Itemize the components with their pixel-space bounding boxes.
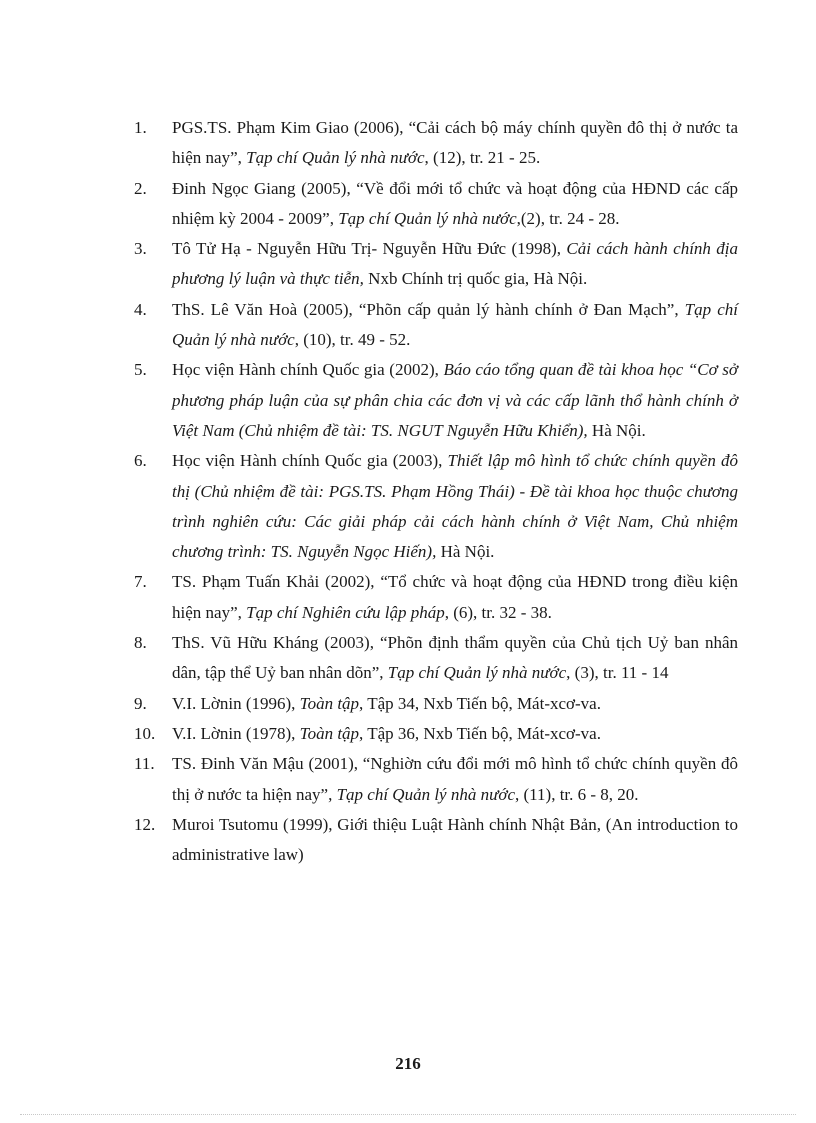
reference-number: 2. — [134, 178, 147, 198]
reference-item — [134, 113, 738, 174]
reference-text: TS. Đinh Văn Mậu (2001), “Nghiờn cứu đổi mới mô hình tổ chức chính quyền đô thị ở nước ta hiện nay”, Tạp chí Quản lý nhà nước, (11), tr. 6 - 8, 20. — [172, 754, 738, 804]
reference-item — [134, 355, 738, 446]
reference-item — [134, 628, 738, 689]
reference-item — [134, 810, 738, 871]
reference-number: 3. — [134, 239, 147, 259]
reference-text: Muroi Tsutomu (1999), Giới thiệu Luật Hành chính Nhật Bản, (An introduction to administrative law) — [172, 814, 738, 865]
reference-text: ThS. Lê Văn Hoà (2005), “Phõn cấp quản lý hành chính ở Đan Mạch”, Tạp chí Quản lý nhà nước, (10), tr. 49 - 52. — [172, 299, 738, 350]
reference-number: 9. — [134, 693, 147, 713]
reference-number: 10. — [134, 723, 156, 743]
reference-number: 7. — [134, 572, 147, 592]
footer-divider — [20, 1114, 796, 1115]
reference-text: Học viện Hành chính Quốc gia (2003), Thiết lập mô hình tổ chức chính quyền đô thị (Chủ nhiệm đề tài: PGS.TS. Phạm Hồng Thái) - Đề tài khoa học thuộc chương trình nghiên cứu: Các giải pháp cải cách hành chính ở Việt Nam, Chủ nhiệm chương trình: TS. Nguyễn Ngọc Hiến), Hà Nội. — [172, 451, 738, 562]
reference-item — [134, 719, 738, 749]
reference-item — [134, 689, 738, 719]
reference-number: 6. — [134, 451, 147, 471]
reference-list — [134, 113, 738, 870]
reference-number: 1. — [134, 118, 147, 137]
reference-text: Học viện Hành chính Quốc gia (2002), Báo cáo tổng quan đề tài khoa học “Cơ sở phương pháp luận của sự phân chia các đơn vị và các cấp lãnh thổ hành chính ở Việt Nam (Chủ nhiệm đề tài: TS. NGUT Nguyễn Hữu Khiển), Hà Nội. — [172, 360, 738, 440]
reference-item — [134, 295, 738, 356]
reference-item — [134, 446, 738, 567]
reference-number: 12. — [134, 814, 156, 834]
reference-text: V.I. Lờnin (1978), Toàn tập, Tập 36, Nxb Tiến bộ, Mát-xcơ-va. — [172, 723, 601, 743]
reference-text: ThS. Vũ Hữu Kháng (2003), “Phõn định thẩm quyền của Chủ tịch Uỷ ban nhân dân, tập thể Uỷ ban nhân dõn”, Tạp chí Quản lý nhà nước, (3), tr. 11 - 14 — [172, 633, 738, 683]
reference-text: PGS.TS. Phạm Kim Giao (2006), “Cải cách bộ máy chính quyền đô thị ở nước ta hiện nay”, Tạp chí Quản lý nhà nước, (12), tr. 21 - 25. — [172, 118, 738, 168]
reference-item — [134, 174, 738, 235]
reference-text: Tô Tử Hạ - Nguyễn Hữu Trị- Nguyễn Hữu Đức (1998), Cải cách hành chính địa phương lý luận và thực tiễn, Nxb Chính trị quốc gia, Hà Nội. — [172, 239, 738, 289]
reference-item — [134, 749, 738, 810]
reference-text: TS. Phạm Tuấn Khải (2002), “Tổ chức và hoạt động của HĐND trong điều kiện hiện nay”, Tạp chí Nghiên cứu lập pháp, (6), tr. 32 - 38. — [172, 572, 738, 622]
reference-number: 5. — [134, 360, 147, 380]
reference-number: 11. — [134, 754, 155, 774]
reference-item — [134, 567, 738, 628]
reference-number: 8. — [134, 633, 147, 653]
reference-item — [134, 234, 738, 295]
reference-text: V.I. Lờnin (1996), Toàn tập, Tập 34, Nxb Tiến bộ, Mát-xcơ-va. — [172, 693, 601, 713]
reference-text: Đinh Ngọc Giang (2005), “Về đổi mới tổ chức và hoạt động của HĐND các cấp nhiệm kỳ 2004 - 2009”, Tạp chí Quản lý nhà nước,(2), tr. 24 - 28. — [172, 178, 738, 228]
reference-number: 4. — [134, 299, 147, 319]
page-number: 216 — [395, 1054, 421, 1073]
